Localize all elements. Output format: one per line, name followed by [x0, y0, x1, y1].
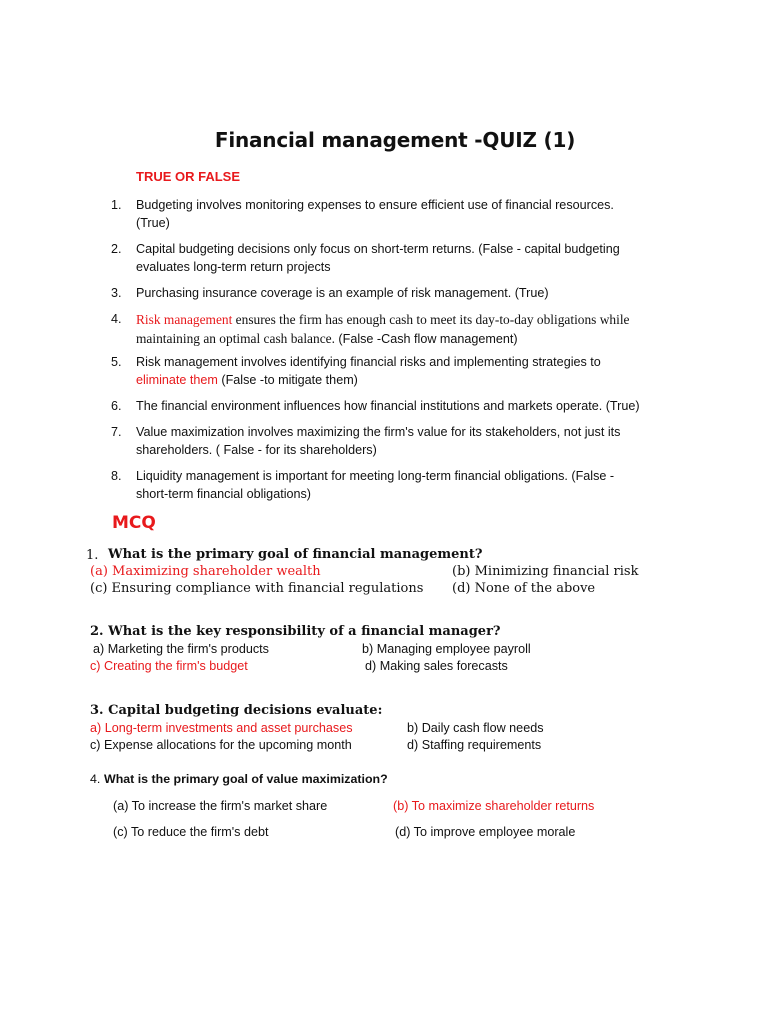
tf-item-number: 3. [111, 286, 122, 300]
tf-item-number: 1. [111, 198, 122, 212]
tf-item-number: 5. [111, 355, 122, 369]
mcq-heading: MCQ [112, 513, 156, 533]
tf-item-text: Capital budgeting decisions only focus on short-term returns. (False - capital budgeting evaluates long-term return projects [136, 242, 620, 274]
true-false-heading: TRUE OR FALSE [136, 169, 241, 184]
tf-item-number: 7. [111, 425, 122, 439]
option-c: (c) To reduce the firm's debt [113, 825, 269, 839]
option-a-correct: (a) Maximizing shareholder wealth [90, 564, 321, 579]
page-title: Financial management -QUIZ (1) [214, 128, 576, 152]
option-d: d) Making sales forecasts [365, 659, 508, 673]
question-text: What is the primary goal of financial management? [108, 547, 483, 562]
option-a-correct: a) Long-term investments and asset purchases [90, 721, 353, 735]
tf-item-text: Budgeting involves monitoring expenses to ensure efficient use of financial resources. (True) [136, 198, 614, 230]
tf-item-number: 8. [111, 469, 122, 483]
question-number: 4. [90, 772, 101, 786]
tf-item-text: Risk management involves identifying financial risks and implementing strategies to eliminate them (False -to mitigate them) [136, 355, 601, 387]
question-text: What is the primary goal of value maximization? [104, 772, 388, 786]
option-c: c) Expense allocations for the upcoming month [90, 738, 352, 752]
tf-item-text: The financial environment influences how financial institutions and markets operate. (True) [136, 399, 640, 413]
highlight-text: Risk management [136, 312, 233, 327]
option-d: d) Staffing requirements [407, 738, 542, 752]
question-number: 1. [86, 548, 99, 563]
option-d: (d) To improve employee morale [395, 825, 576, 839]
highlight-text: eliminate them [136, 372, 218, 387]
option-a: a) Marketing the firm's products [93, 642, 269, 656]
tf-item-text: Purchasing insurance coverage is an example of risk management. (True) [136, 286, 549, 300]
question-text: 2. What is the key responsibility of a financial manager? [90, 624, 501, 639]
option-b: b) Managing employee payroll [362, 642, 531, 656]
tf-item-number: 6. [111, 399, 122, 413]
tf-item-text: Value maximization involves maximizing the firm's value for its stakeholders, not just its shareholders. ( False - for its shareholders) [136, 425, 621, 457]
tf-item-number: 4. [111, 312, 122, 326]
question-text: 3. Capital budgeting decisions evaluate: [90, 703, 383, 718]
option-b: (b) Minimizing financial risk [452, 564, 639, 579]
option-d: (d) None of the above [452, 581, 596, 596]
option-b: b) Daily cash flow needs [407, 721, 544, 735]
option-c: (c) Ensuring compliance with financial regulations [90, 581, 424, 596]
tf-item-text: Liquidity management is important for meeting long-term financial obligations. (False - short-term financial obligations) [136, 469, 615, 501]
option-b-correct: (b) To maximize shareholder returns [393, 799, 595, 813]
tf-item-number: 2. [111, 242, 122, 256]
tf-item-text: Risk management ensures the firm has enough cash to meet its day-to-day obligations while maintaining an optimal cash balance. (False -Cash flow management) [136, 312, 630, 346]
option-a: (a) To increase the firm's market share [113, 799, 328, 813]
option-c-correct: c) Creating the firm's budget [90, 659, 248, 673]
